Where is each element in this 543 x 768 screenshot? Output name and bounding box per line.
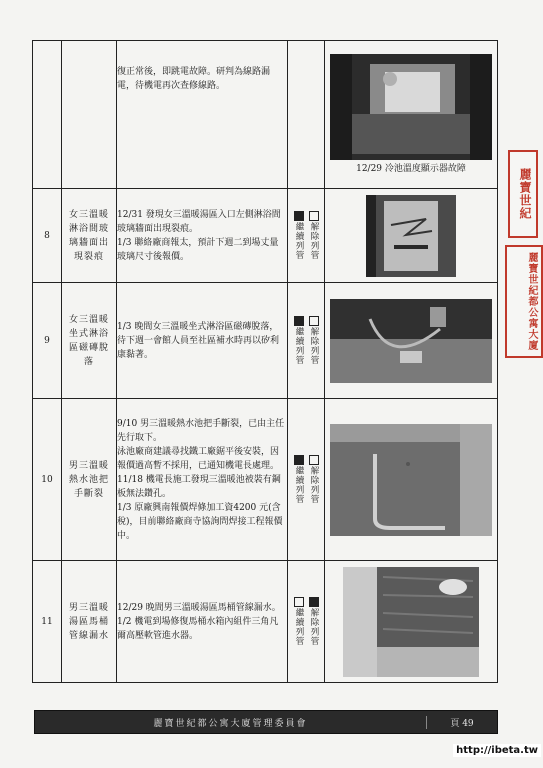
continue-checkbox[interactable] xyxy=(294,455,304,465)
footer-title: 麗寶世紀都公寓大廈管理委員會 xyxy=(153,718,308,729)
table-row xyxy=(33,189,498,283)
release-checkbox[interactable] xyxy=(309,316,319,326)
table-row xyxy=(33,399,498,561)
page-footer xyxy=(34,710,498,734)
watermark-url: http://ibeta.tw xyxy=(453,744,541,757)
table-row xyxy=(33,561,498,683)
row-photo xyxy=(325,399,498,561)
photo-tile-detached xyxy=(330,299,492,383)
row-description: 復正常後，即跳電故障。研判為線路漏電，待機電再次查修線路。 xyxy=(117,41,288,189)
row-status: 繼續列管 解除列管 xyxy=(288,283,325,399)
photo-broken-handle xyxy=(330,424,492,536)
row-status xyxy=(288,41,325,189)
photo-glass-crack xyxy=(366,195,456,277)
row-number: 11 xyxy=(33,561,62,683)
row-description: 12/31 發現女三溫暖湯區入口左側淋浴間玻璃牆面出現裂痕。 1/3 聯絡廠商報太，預計下週二到場丈量玻璃尺寸後報價。 xyxy=(117,189,288,283)
row-number xyxy=(33,41,62,189)
row-status: 繼續列管 解除列管 xyxy=(288,399,325,561)
row-item: 女三溫暖坐式淋浴區磁磚脫落 xyxy=(62,283,117,399)
row-item: 男三溫暖熱水池把手斷裂 xyxy=(62,399,117,561)
row-description: 1/3 晚間女三溫暖坐式淋浴區磁磚脫落，待下週一會館人員至社區補水時再以矽利康黏著。 xyxy=(117,283,288,399)
row-photo xyxy=(325,283,498,399)
photo-caption: 12/29 冷池溫度顯示器故障 xyxy=(356,163,466,174)
page-number: 頁 49 xyxy=(426,716,497,729)
row-number: 8 xyxy=(33,189,62,283)
row-number: 10 xyxy=(33,399,62,561)
release-checkbox[interactable] xyxy=(309,597,319,607)
photo-toilet-pipe xyxy=(343,567,479,677)
table-row xyxy=(33,283,498,399)
row-description: 9/10 男三溫暖熱水池把手斷裂，已由主任先行取下。 泳池廠商建議尋找鐵工廠鋸平後安裝，因報價過高暫不採用，已通知機電長處理。 11/18 機電長施工發現三溫暖池被裝有鋼板無法鑽孔。 1/3 原廠興南報價焊條加工資4200 元(含稅)，目前聯絡廠商寺協詢問焊接工程報價中。 xyxy=(117,399,288,561)
row-item: 女三溫暖淋浴間玻璃牆面出現裂痕 xyxy=(62,189,117,283)
maintenance-log-table xyxy=(32,40,498,683)
row-status: 繼續列管 解除列管 xyxy=(288,189,325,283)
release-checkbox[interactable] xyxy=(309,211,319,221)
row-photo xyxy=(325,561,498,683)
red-seal-stamp: 麗寶世紀 xyxy=(508,150,538,238)
red-seal-stamp: 麗寶世紀都公寓大廈 xyxy=(505,245,543,358)
continue-checkbox[interactable] xyxy=(294,597,304,607)
release-checkbox[interactable] xyxy=(309,455,319,465)
row-item: 男三溫暖湯區馬桶管線漏水 xyxy=(62,561,117,683)
row-status: 繼續列管 解除列管 xyxy=(288,561,325,683)
continue-checkbox[interactable] xyxy=(294,211,304,221)
row-number: 9 xyxy=(33,283,62,399)
row-photo xyxy=(325,189,498,283)
row-description: 12/29 晚間男三溫暖湯區馬桶管線漏水。 1/2 機電到場修復馬桶水箱內組件三角凡爾高壓軟管進水器。 xyxy=(117,561,288,683)
table-row xyxy=(33,41,498,189)
row-photo xyxy=(325,41,498,189)
continue-checkbox[interactable] xyxy=(294,316,304,326)
row-item xyxy=(62,41,117,189)
photo-cold-pool-display xyxy=(330,54,492,160)
